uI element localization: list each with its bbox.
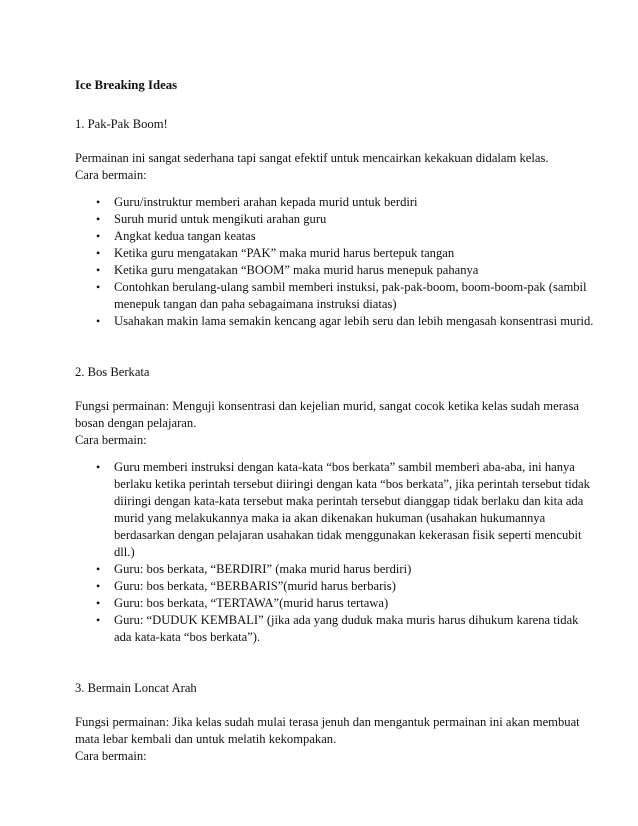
section-spacer (75, 330, 598, 364)
bullet-icon: • (96, 280, 101, 294)
bullet-icon: • (96, 613, 101, 627)
section-heading: 2. Bos Berkata (75, 365, 150, 379)
bullet-icon: • (96, 246, 101, 260)
list-item (96, 194, 598, 211)
list-item (96, 612, 598, 646)
list-item (96, 313, 598, 330)
bullet-icon: • (96, 460, 101, 474)
list-item-text: Ketika guru mengatakan “PAK” maka murid harus bertepuk tangan (114, 246, 455, 260)
section-paragraph: Permainan ini sangat sederhana tapi sangat efektif untuk mencairkan kekakuan didalam kelas. (75, 151, 549, 165)
list-item-text: Guru: bos berkata, “BERDIRI” (maka murid harus berdiri) (114, 562, 412, 576)
document-title: Ice Breaking Ideas (75, 78, 178, 92)
list-item (96, 279, 598, 313)
section-spacer (75, 646, 598, 680)
bullet-icon: • (96, 229, 101, 243)
section-paragraph: Cara bermain: (75, 168, 147, 182)
list-item (96, 245, 598, 262)
list-item (96, 228, 598, 245)
list-item-text: Guru: bos berkata, “BERBARIS”(murid harus berbaris) (114, 579, 396, 593)
bullet-icon: • (96, 263, 101, 277)
list-item-text: Guru memberi instruksi dengan kata-kata “bos berkata” sambil memberi aba-aba, ini hanya berlaku ketika perintah tersebut diiringi dengan kata “bos berkata”, jika perintah tersebut tidak diiringi dengan kata-kata tersebut maka perintah tersebut dianggap tidak berlaku dan kita ada murid yang melakukannya maka ia akan dikenakan hukuman (usahakan hukumannya berdasarkan dengan pelajaran usahakan tidak menggunakan kekerasan fisik seperti mencubit dll.) (114, 460, 590, 559)
section-paragraph: Cara bermain: (75, 433, 147, 447)
bullet-icon: • (96, 212, 101, 226)
section-bermain-loncat-arah (75, 680, 598, 765)
section-paragraph: Fungsi permainan: Menguji konsentrasi dan kejelian murid, sangat cocok ketika kelas sudah merasa bosan dengan pelajaran. (75, 399, 579, 430)
list-item-text: Guru: “DUDUK KEMBALI” (jika ada yang duduk maka muris harus dihukum karena tidak ada kata-kata “bos berkata”). (114, 613, 579, 644)
bullet-list (75, 459, 598, 646)
section-paragraph: Cara bermain: (75, 749, 147, 763)
bullet-icon: • (96, 562, 101, 576)
list-item-text: Usahakan makin lama semakin kencang agar lebih seru dan lebih mengasah konsentrasi murid. (114, 314, 594, 328)
bullet-icon: • (96, 596, 101, 610)
section-bos-berkata (75, 364, 598, 646)
list-item-text: Guru: bos berkata, “TERTAWA”(murid harus tertawa) (114, 596, 389, 610)
list-item-text: Contohkan berulang-ulang sambil memberi instuksi, pak-pak-boom, boom-boom-pak (sambil menepuk tangan dan paha sebagaimana instruksi diatas) (114, 280, 587, 311)
section-pak-pak-boom (75, 116, 598, 330)
section-heading: 1. Pak-Pak Boom! (75, 117, 168, 131)
list-item (96, 211, 598, 228)
list-item-text: Suruh murid untuk mengikuti arahan guru (114, 212, 327, 226)
list-item-text: Ketika guru mengatakan “BOOM” maka murid harus menepuk pahanya (114, 263, 479, 277)
list-item (96, 595, 598, 612)
bullet-icon: • (96, 579, 101, 593)
list-item-text: Angkat kedua tangan keatas (114, 229, 256, 243)
list-item-text: Guru/instruktur memberi arahan kepada murid untuk berdiri (114, 195, 418, 209)
section-paragraph: Fungsi permainan: Jika kelas sudah mulai terasa jenuh dan mengantuk permainan ini akan membuat mata lebar kembali dan untuk melatih kekompakan. (75, 715, 580, 746)
list-item (96, 262, 598, 279)
list-item (96, 561, 598, 578)
bullet-list (75, 194, 598, 330)
list-item (96, 578, 598, 595)
section-heading: 3. Bermain Loncat Arah (75, 681, 197, 695)
list-item (96, 459, 598, 561)
bullet-icon: • (96, 195, 101, 209)
bullet-icon: • (96, 314, 101, 328)
